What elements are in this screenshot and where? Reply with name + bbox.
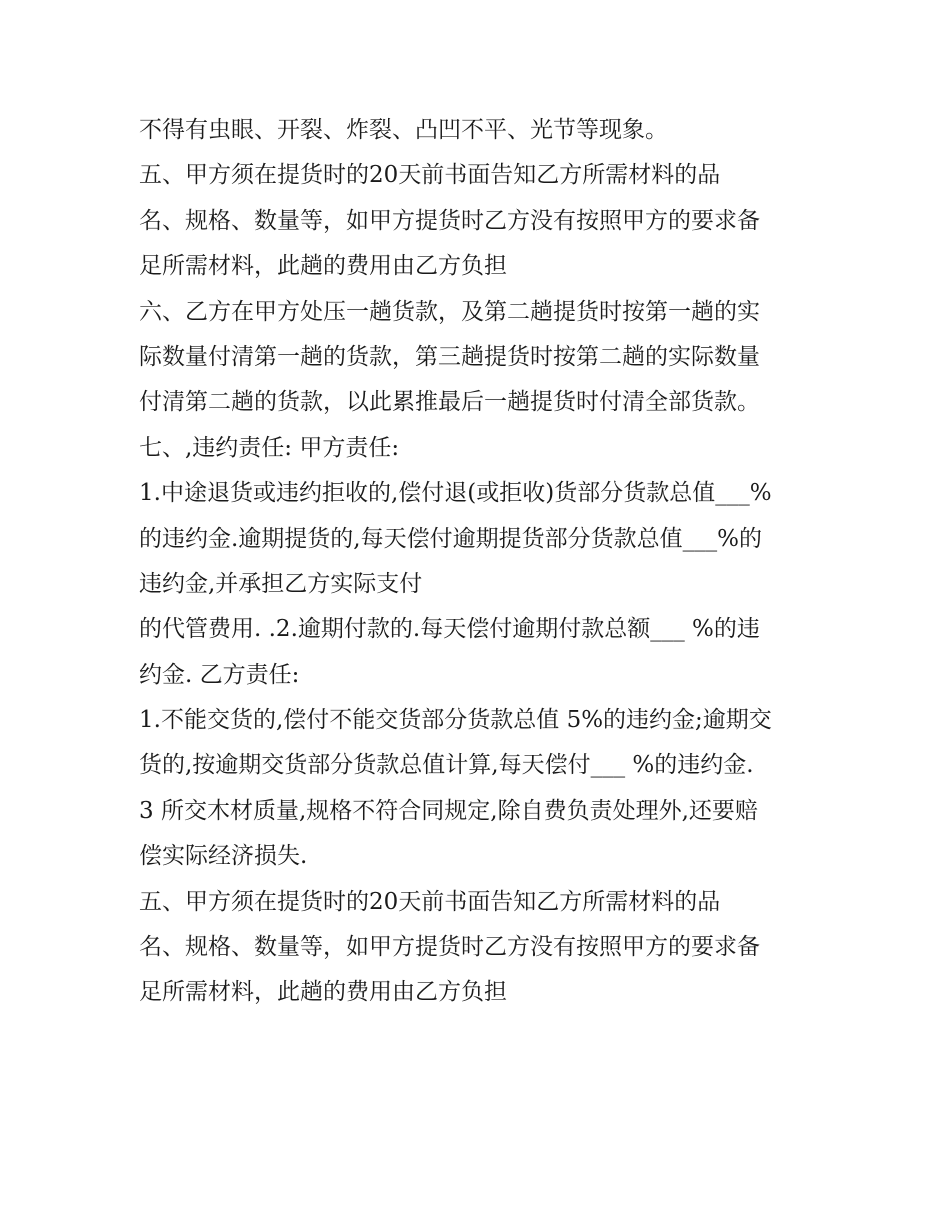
text-line: 五、甲方须在提货时的20天前书面告知乙方所需材料的品 — [139, 888, 721, 915]
text-line: 的违约金.逾期提货的,每天偿付逾期提货部分货款总值___%的 — [139, 525, 762, 552]
text-line: 3 所交木材质量,规格不符合同规定,除自费负责处理外,还要赔 — [139, 797, 758, 824]
contract-text — [139, 108, 829, 1016]
text-line: 货的,按逾期交货部分货款总值计算,每天偿付___ %的违约金. — [139, 752, 754, 779]
text-line: 七、,违约责任: 甲方责任: — [139, 434, 400, 461]
text-line: 五、甲方须在提货时的20天前书面告知乙方所需材料的品 — [139, 162, 721, 189]
text-line: 1.不能交货的,偿付不能交货部分货款总值 5%的违约金;逾期交 — [139, 707, 772, 734]
text-line: 六、乙方在甲方处压一趟货款，及第二趟提货时按第一趟的实 — [139, 298, 760, 325]
text-line: 名、规格、数量等，如甲方提货时乙方没有按照甲方的要求备 — [139, 207, 760, 234]
text-line: 足所需材料，此趟的费用由乙方负担 — [139, 253, 507, 280]
text-line: 名、规格、数量等，如甲方提货时乙方没有按照甲方的要求备 — [139, 934, 760, 961]
text-line: 际数量付清第一趟的货款，第三趟提货时按第二趟的实际数量 — [139, 343, 760, 370]
text-line: 违约金,并承担乙方实际支付 — [139, 570, 423, 597]
text-line: 付清第二趟的货款，以此累推最后一趟提货时付清全部货款。 — [139, 389, 760, 416]
text-line: 不得有虫眼、开裂、炸裂、凸凹不平、光节等现象。 — [139, 117, 668, 143]
text-line: 偿实际经济损失. — [139, 843, 308, 870]
text-line: 1.中途退货或违约拒收的,偿付退(或拒收)货部分货款总值___% — [139, 480, 772, 507]
text-line: 约金. 乙方责任: — [139, 661, 300, 688]
text-line: 足所需材料，此趟的费用由乙方负担 — [139, 979, 507, 1006]
text-line: 的代管费用. .2.逾期付款的.每天偿付逾期付款总额___ %的违 — [139, 616, 760, 643]
